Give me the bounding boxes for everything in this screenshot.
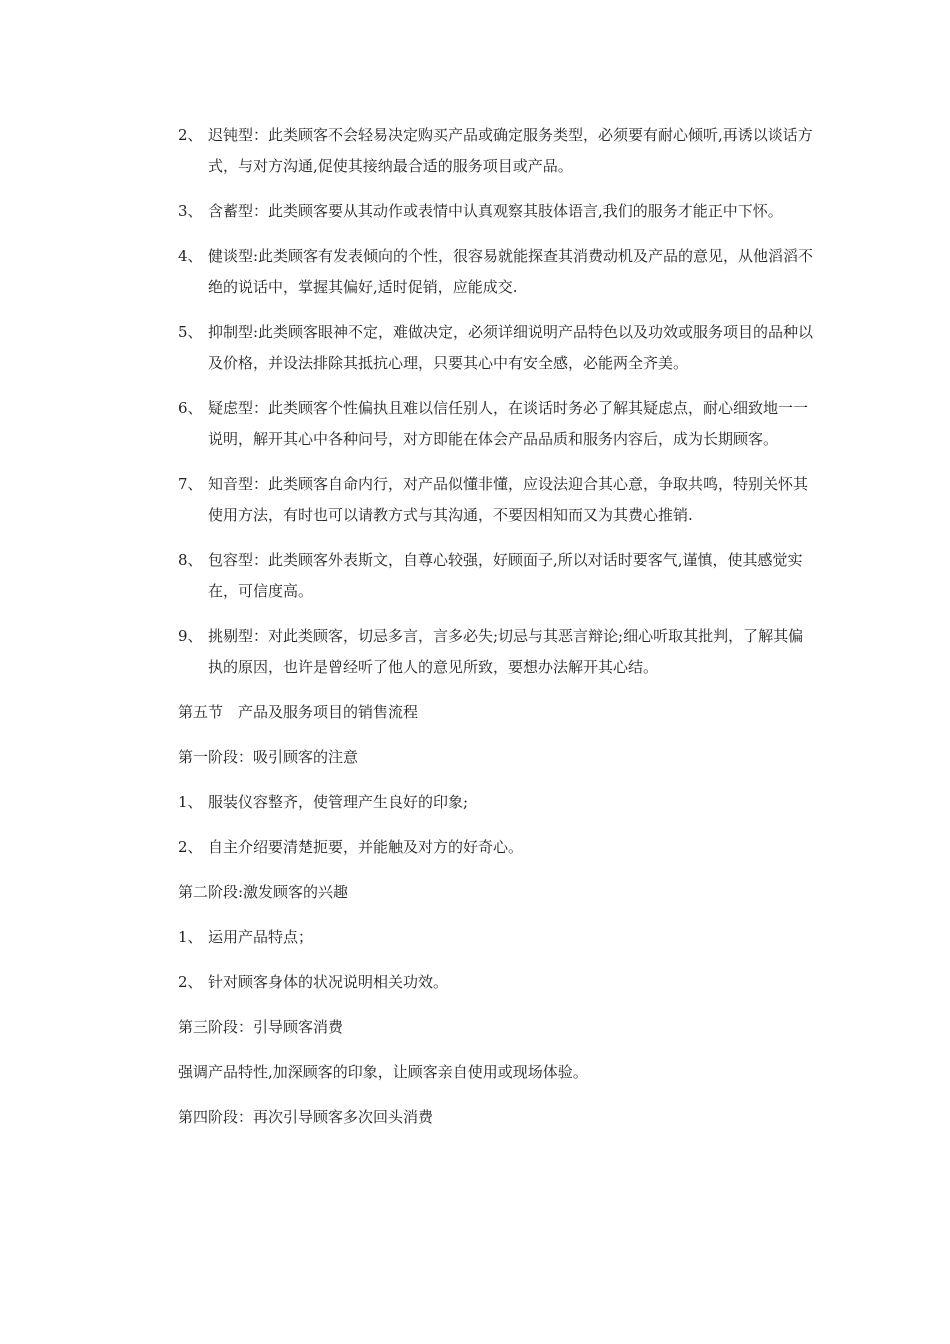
list-text: 含蓄型：此类顾客要从其动作或表情中认真观察其肢体语言,我们的服务才能正中下怀。 — [208, 202, 783, 220]
document-body — [178, 120, 818, 1147]
list-text: 知音型：此类顾客自命内行，对产品似懂非懂，应设法迎合其心意，争取共鸣，特别关怀其使用方法，有时也可以请教方式与其沟通，不要因相知而又为其费心推销. — [208, 475, 809, 524]
list-text: 针对顾客身体的状况说明相关功效。 — [208, 973, 449, 991]
stage-2-title: 第二阶段:激发顾客的兴趣 — [178, 883, 349, 901]
stage-2-item-1 — [178, 922, 818, 953]
list-number: 5、 — [178, 323, 203, 341]
list-item-type-6 — [178, 393, 818, 455]
list-item-type-7 — [178, 469, 818, 531]
list-item-type-5 — [178, 317, 818, 379]
list-item-type-2 — [178, 120, 818, 182]
list-text: 运用产品特点； — [208, 928, 314, 946]
list-text: 服装仪容整齐，使管理产生良好的印象; — [208, 793, 469, 811]
list-number: 4、 — [178, 247, 203, 265]
list-number: 7、 — [178, 475, 203, 493]
list-item-type-3 — [178, 196, 818, 227]
list-text: 自主介绍要清楚扼要，并能触及对方的好奇心。 — [208, 838, 524, 856]
stage-1-item-1 — [178, 787, 818, 818]
list-item-type-9 — [178, 621, 818, 683]
stage-3-text: 强调产品特性,加深顾客的印象，让顾客亲自使用或现场体验。 — [178, 1063, 588, 1081]
section-title: 第五节 产品及服务项目的销售流程 — [178, 703, 419, 721]
list-item-type-8 — [178, 545, 818, 607]
list-number: 2、 — [178, 126, 203, 144]
list-number: 2、 — [178, 838, 203, 856]
list-item-type-4 — [178, 241, 818, 303]
list-number: 8、 — [178, 551, 203, 569]
stage-1-title: 第一阶段：吸引顾客的注意 — [178, 748, 359, 766]
list-text: 挑剔型：对此类顾客，切忌多言，言多必失;切忌与其恶言辩论;细心听取其批判，了解其偏执的原因，也许是曾经听了他人的意见所致，要想办法解开其心结。 — [208, 627, 804, 676]
list-text: 迟钝型：此类顾客不会轻易决定购买产品或确定服务类型，必须要有耐心倾听,再诱以谈话方式，与对方沟通,促使其接纳最合适的服务项目或产品。 — [208, 126, 813, 175]
stage-3-title: 第三阶段：引导顾客消费 — [178, 1018, 344, 1036]
list-text: 疑虑型：此类顾客个性偏执且难以信任别人，在谈话时务必了解其疑虑点，耐心细致地一一说明，解开其心中各种问号，对方即能在体会产品品质和服务内容后，成为长期顾客。 — [208, 399, 809, 448]
list-number: 9、 — [178, 627, 203, 645]
stage-4-title: 第四阶段：再次引导顾客多次回头消费 — [178, 1108, 434, 1126]
list-number: 6、 — [178, 399, 203, 417]
stage-2-item-2 — [178, 967, 818, 998]
list-number: 3、 — [178, 202, 203, 220]
list-number: 1、 — [178, 928, 203, 946]
list-text: 健谈型:此类顾客有发表倾向的个性，很容易就能探查其消费动机及产品的意见，从他滔滔不绝的说话中，掌握其偏好,适时促销，应能成交. — [208, 247, 814, 296]
list-number: 1、 — [178, 793, 203, 811]
stage-1-item-2 — [178, 832, 818, 863]
list-number: 2、 — [178, 973, 203, 991]
list-text: 抑制型:此类顾客眼神不定，难做决定，必须详细说明产品特色以及功效或服务项目的品种以及价格，并设法排除其抵抗心理，只要其心中有安全感，必能两全齐美。 — [208, 323, 814, 372]
list-text: 包容型：此类顾客外表斯文，自尊心较强，好顾面子,所以对话时要客气,谨慎，使其感觉实在，可信度高。 — [208, 551, 803, 600]
